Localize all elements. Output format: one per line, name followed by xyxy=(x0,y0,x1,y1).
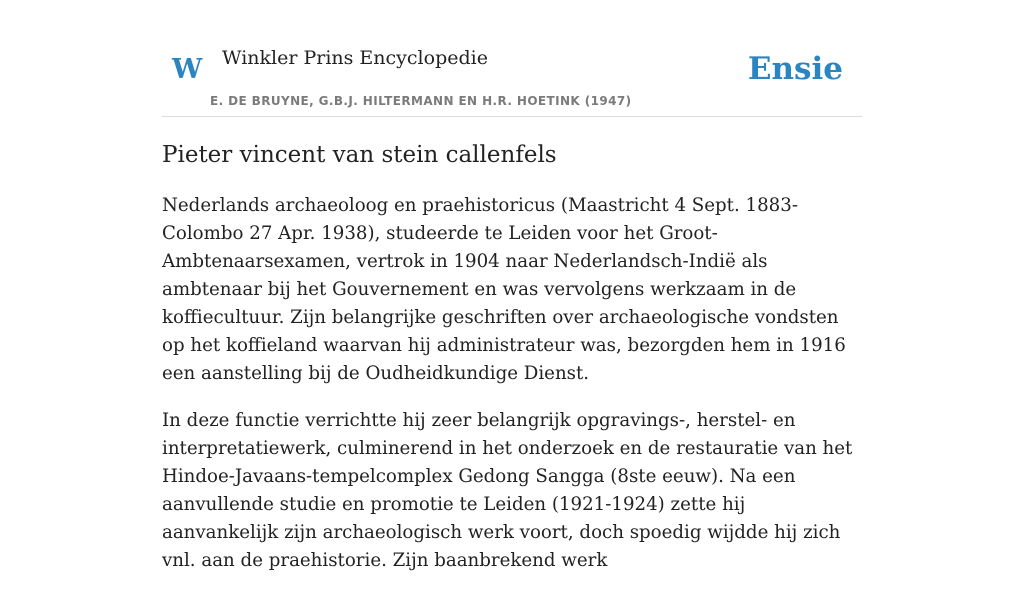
article-title: Pieter vincent van stein callenfels xyxy=(162,142,557,168)
publication-logo-w[interactable]: W xyxy=(172,54,203,85)
site-header xyxy=(162,0,862,117)
publication-title[interactable]: Winkler Prins Encyclopedie xyxy=(222,47,488,69)
article-paragraph: In deze functie verrichtte hij zeer belangrijk opgravings-, herstel- en interpretatiewerk, culminerend in het onderzoek en de restauratie van het Hindoe-Javaans-tempelcomplex Gedong Sangga (8ste eeuw). Na een aanvullende studie en promotie te Leiden (1921-1924) zette hij aanvankelijk zijn archaeologisch werk voort, doch spoedig wijdde hij zich vnl. aan de praehistorie. Zijn baanbrekend werk xyxy=(162,410,853,571)
ensie-logo[interactable]: Ensie xyxy=(747,51,843,87)
article-body xyxy=(162,192,862,594)
authors-byline: E. DE BRUYNE, G.B.J. HILTERMANN EN H.R. HOETINK (1947) xyxy=(210,94,632,108)
content-column xyxy=(162,0,862,571)
article-paragraph: Nederlands archaeoloog en praehistoricus (Maastricht 4 Sept. 1883-Colombo 27 Apr. 1938), studeerde te Leiden voor het Groot-Ambtenaarsexamen, vertrok in 1904 naar Nederlandsch-Indië als ambtenaar bij het Gouvernement en was vervolgens werkzaam in de koffiecultuur. Zijn belangrijke geschriften over archaeologische vondsten op het koffieland waarvan hij administrateur was, bezorgden hem in 1916 een aanstelling bij de Oudheidkundige Dienst. xyxy=(162,195,846,384)
